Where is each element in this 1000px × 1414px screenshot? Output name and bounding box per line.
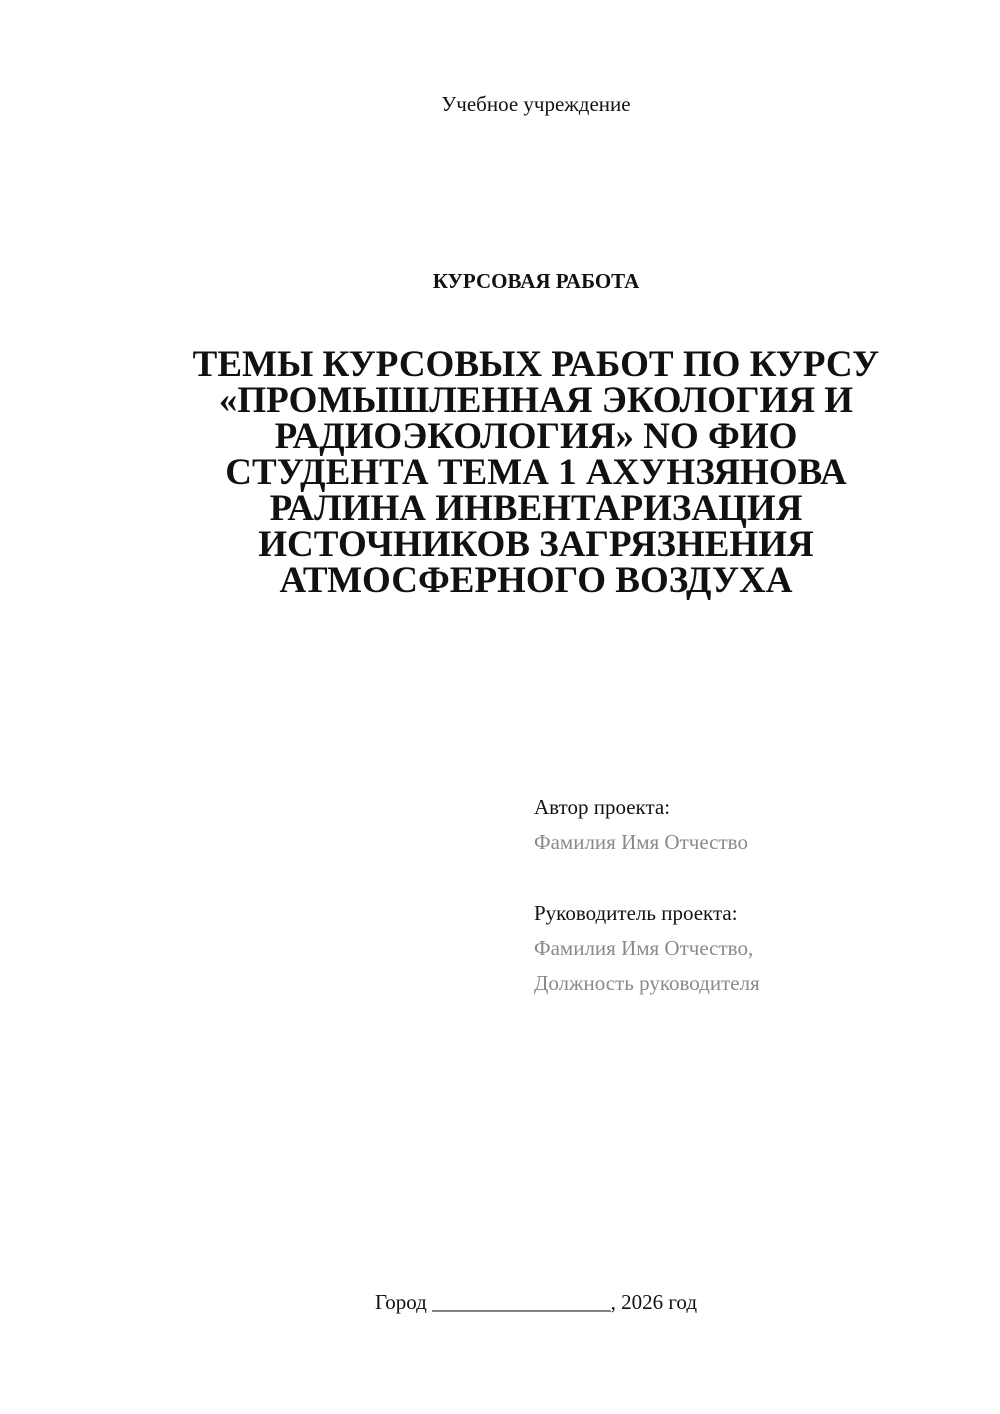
credits-block xyxy=(534,790,974,1001)
credits-spacer xyxy=(534,860,974,896)
supervisor-name: Фамилия Имя Отчество, xyxy=(534,936,754,960)
city-year-footer: Город _________________, 2026 год xyxy=(374,1290,698,1314)
work-type-heading: КУРСОВАЯ РАБОТА xyxy=(432,269,640,293)
supervisor-position: Должность руководителя xyxy=(534,971,760,995)
author-name: Фамилия Имя Отчество xyxy=(534,830,748,854)
work-topic-title: ТЕМЫ КУРСОВЫХ РАБОТ ПО КУРСУ «ПРОМЫШЛЕННАЯ ЭКОЛОГИЯ И РАДИОЭКОЛОГИЯ» NO ФИО СТУДЕНТА ТЕМА 1 АХУНЗЯНОВА РАЛИНА ИНВЕНТАРИЗАЦИЯ ИСТОЧНИКОВ ЗАГРЯЗНЕНИЯ АТМОСФЕРНОГО ВОЗДУХА xyxy=(192,344,880,601)
institution-name: Учебное учреждение xyxy=(441,92,631,116)
supervisor-label: Руководитель проекта: xyxy=(534,901,738,925)
author-label: Автор проекта: xyxy=(534,795,671,819)
